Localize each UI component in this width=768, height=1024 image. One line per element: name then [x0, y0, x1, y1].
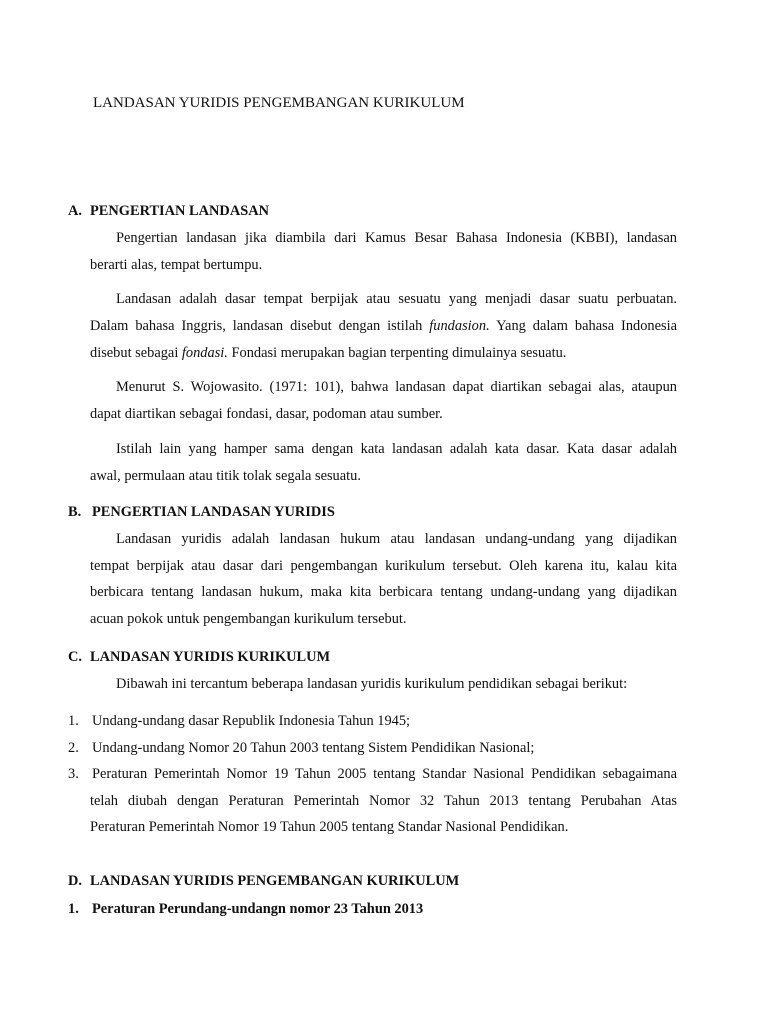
section-a-p3-line1: Menurut S. Wojowasito. (1971: 101), bahwa landasan dapat diartikan sebagai alas, ataupun — [116, 379, 677, 395]
section-b-line1: Landasan yuridis adalah landasan hukum atau landasan undang-undang yang dijadikan — [116, 531, 677, 547]
section-a-p2-line1: Landasan adalah dasar tempat berpijak atau sesuatu yang menjadi dasar suatu perbuatan. — [116, 291, 677, 307]
section-b-line2: tempat berpijak atau dasar dari pengembangan kurikulum tersebut. Oleh karena itu, kalau kita — [90, 558, 677, 574]
section-a-p2-line2: Dalam bahasa Inggris, landasan disebut dengan istilah fundasion. Yang dalam bahasa Indonesia — [90, 318, 677, 334]
list-item-3-line2: telah diubah dengan Peraturan Pemerintah Nomor 32 Tahun 2013 tentang Perubahan Atas — [90, 793, 677, 809]
document-title: LANDASAN YURIDIS PENGEMBANGAN KURIKULUM — [93, 95, 465, 111]
section-a-p1-line1: Pengertian landasan jika diambila dari Kamus Besar Bahasa Indonesia (KBBI), landasan — [116, 230, 677, 246]
term-fondasi: fondasi. — [181, 345, 228, 361]
term-fundasion: fundasion. — [429, 318, 490, 334]
section-c-label: C. — [68, 649, 82, 665]
section-b-line3: berbicara tentang landasan hukum, maka kita berbicara tentang undang-undang yang dijadikan — [90, 584, 677, 600]
list-item-2-number: 2. — [68, 740, 79, 756]
section-a-p2-line3: disebut sebagai fondasi. Fondasi merupakan bagian terpenting dimulainya sesuatu. — [90, 345, 567, 361]
list-item-3-line1: Peraturan Pemerintah Nomor 19 Tahun 2005 tentang Standar Nasional Pendidikan sebagaimana — [92, 766, 677, 782]
section-d-heading: LANDASAN YURIDIS PENGEMBANGAN KURIKULUM — [90, 873, 460, 889]
subsection-d1-title: Peraturan Perundang-undangn nomor 23 Tahun 2013 — [92, 901, 424, 917]
section-c-intro: Dibawah ini tercantum beberapa landasan yuridis kurikulum pendidikan sebagai berikut: — [116, 676, 628, 692]
section-a-p4-line1: Istilah lain yang hamper sama dengan kata landasan adalah kata dasar. Kata dasar adalah — [116, 441, 677, 457]
list-item-3-number: 3. — [68, 766, 79, 782]
section-b-line4: acuan pokok untuk pengembangan kurikulum tersebut. — [90, 611, 407, 627]
section-b-heading: PENGERTIAN LANDASAN YURIDIS — [92, 504, 335, 520]
list-item-3-line3: Peraturan Pemerintah Nomor 19 Tahun 2005 tentang Standar Nasional Pendidikan. — [90, 819, 569, 835]
section-a-p4-line2: awal, permulaan atau titik tolak segala sesuatu. — [90, 468, 361, 484]
subsection-d1-number: 1. — [68, 901, 79, 917]
list-item-2: Undang-undang Nomor 20 Tahun 2003 tentang Sistem Pendidikan Nasional; — [92, 740, 535, 756]
section-d-label: D. — [68, 873, 82, 889]
section-a-p1-line2: berarti alas, tempat bertumpu. — [90, 257, 263, 273]
section-a-p3-line2: dapat diartikan sebagai fondasi, dasar, podoman atau sumber. — [90, 406, 443, 422]
list-item-1-number: 1. — [68, 713, 79, 729]
section-a-heading: PENGERTIAN LANDASAN — [90, 203, 269, 219]
list-item-1: Undang-undang dasar Republik Indonesia Tahun 1945; — [92, 713, 411, 729]
section-a-label: A. — [68, 203, 82, 219]
section-c-heading: LANDASAN YURIDIS KURIKULUM — [90, 649, 331, 665]
section-b-label: B. — [68, 504, 82, 520]
